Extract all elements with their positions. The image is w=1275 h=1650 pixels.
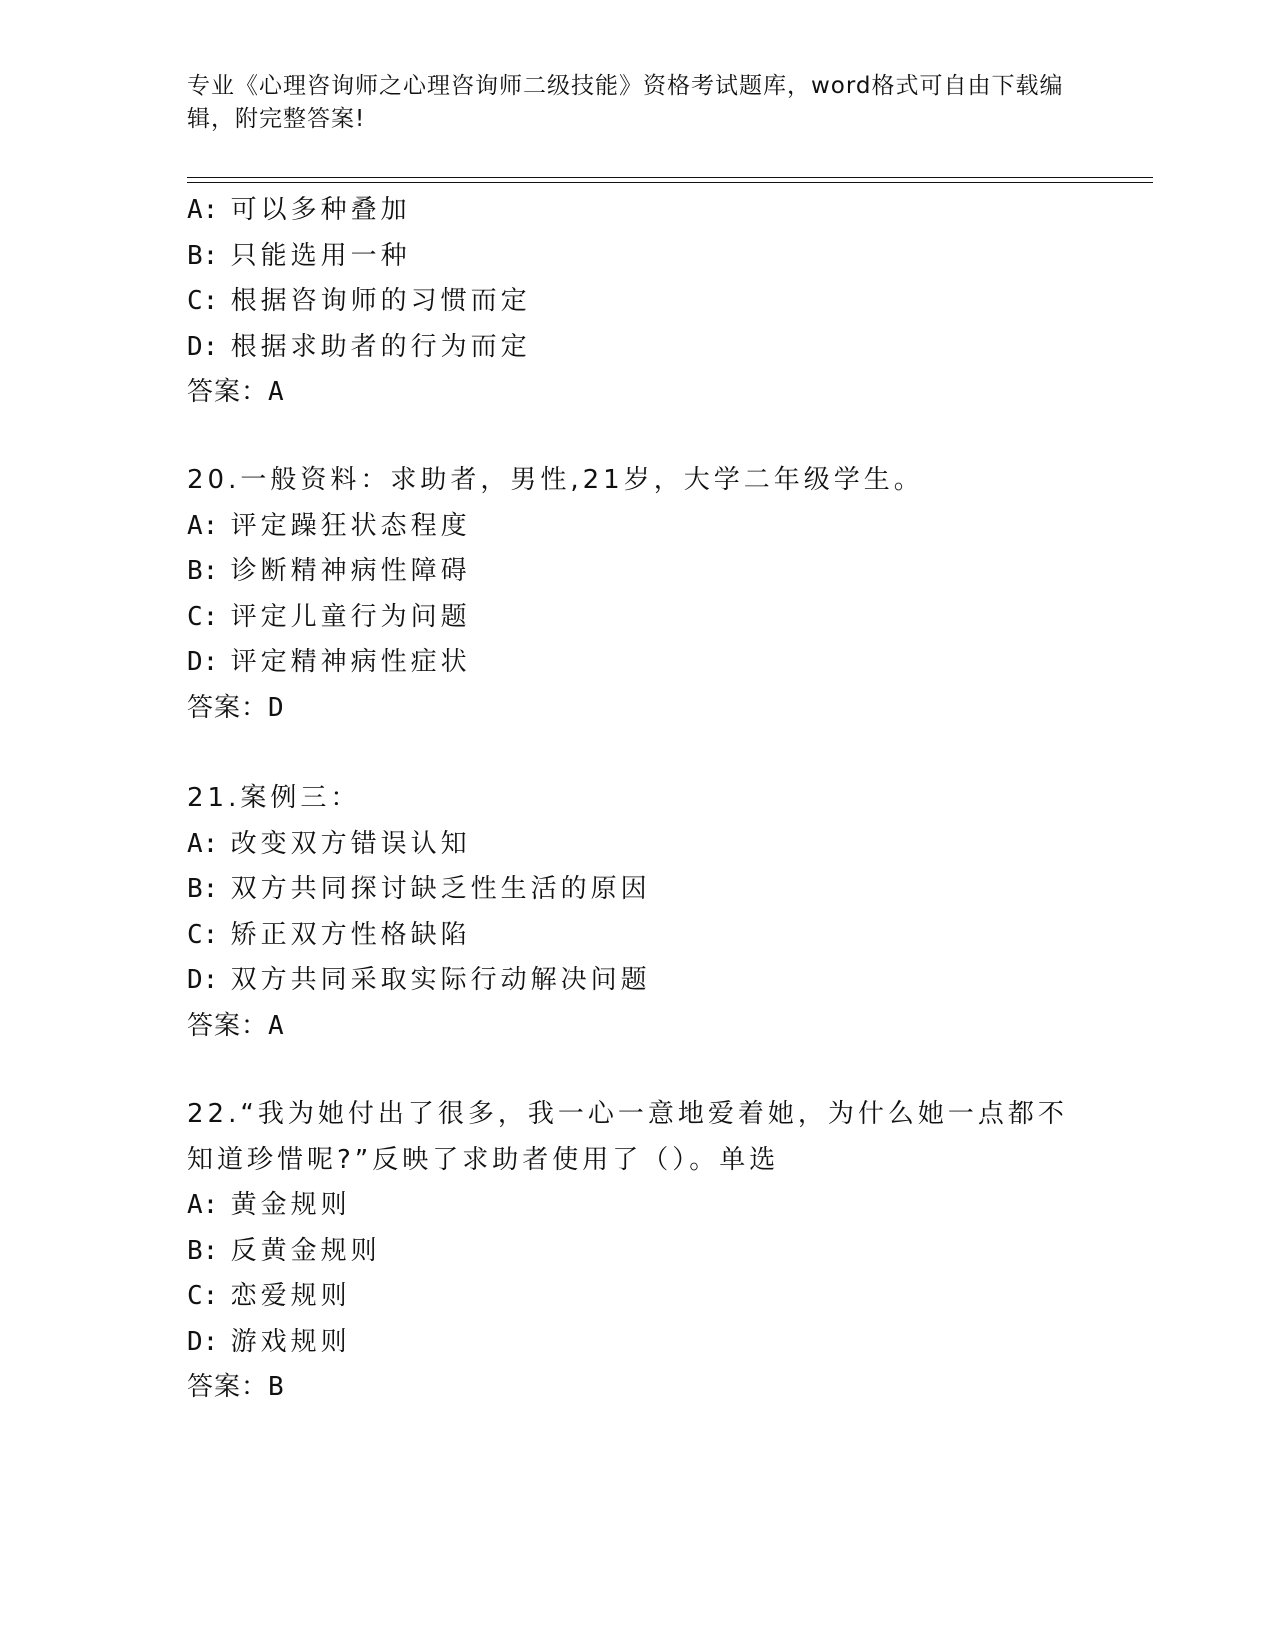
option-d: D: 评定精神病性症状 bbox=[187, 647, 471, 677]
option-a: A: 黄金规则 bbox=[187, 1190, 351, 1220]
option-c: C: 评定儿童行为问题 bbox=[187, 601, 471, 632]
document-header: 专业《心理咨询师之心理咨询师二级技能》资格考试题库，word格式可自由下载编辑，附完整答案! bbox=[187, 73, 1064, 132]
option-c: C: 根据咨询师的习惯而定 bbox=[187, 286, 531, 316]
header-divider-top bbox=[187, 177, 1153, 178]
option-a: A: 改变双方错误认知 bbox=[187, 828, 471, 859]
option-c: C: 恋爱规则 bbox=[187, 1281, 351, 1311]
option-b: B: 只能选用一种 bbox=[187, 240, 411, 271]
option-a: A: 可以多种叠加 bbox=[187, 195, 411, 225]
option-a: A: 评定躁狂状态程度 bbox=[187, 510, 471, 541]
continued-question-block bbox=[187, 188, 1147, 416]
header-divider-bottom bbox=[187, 182, 1153, 183]
option-b: B: 反黄金规则 bbox=[187, 1235, 381, 1266]
answer: 答案：D bbox=[187, 692, 284, 723]
option-d: D: 根据求助者的行为而定 bbox=[187, 331, 531, 362]
option-b: B: 双方共同探讨缺乏性生活的原因 bbox=[187, 874, 651, 904]
answer: 答案：A bbox=[187, 1010, 284, 1041]
question-21 bbox=[187, 776, 1147, 1049]
option-c: C: 矫正双方性格缺陷 bbox=[187, 919, 471, 950]
answer: 答案：B bbox=[187, 1372, 284, 1402]
option-d: D: 双方共同采取实际行动解决问题 bbox=[187, 965, 651, 995]
question-22 bbox=[187, 1092, 1147, 1411]
question-stem: 22.“我为她付出了很多，我一心一意地爱着她，为什么她一点都不知道珍惜呢?”反映了求助者使用了（）。单选 bbox=[187, 1099, 1068, 1175]
question-stem: 21.案例三： bbox=[187, 783, 361, 813]
option-b: B: 诊断精神病性障碍 bbox=[187, 556, 471, 586]
question-stem: 20.一般资料：求助者，男性,21岁，大学二年级学生。 bbox=[187, 465, 924, 495]
answer: 答案：A bbox=[187, 377, 284, 407]
option-d: D: 游戏规则 bbox=[187, 1326, 351, 1357]
question-20 bbox=[187, 458, 1147, 731]
